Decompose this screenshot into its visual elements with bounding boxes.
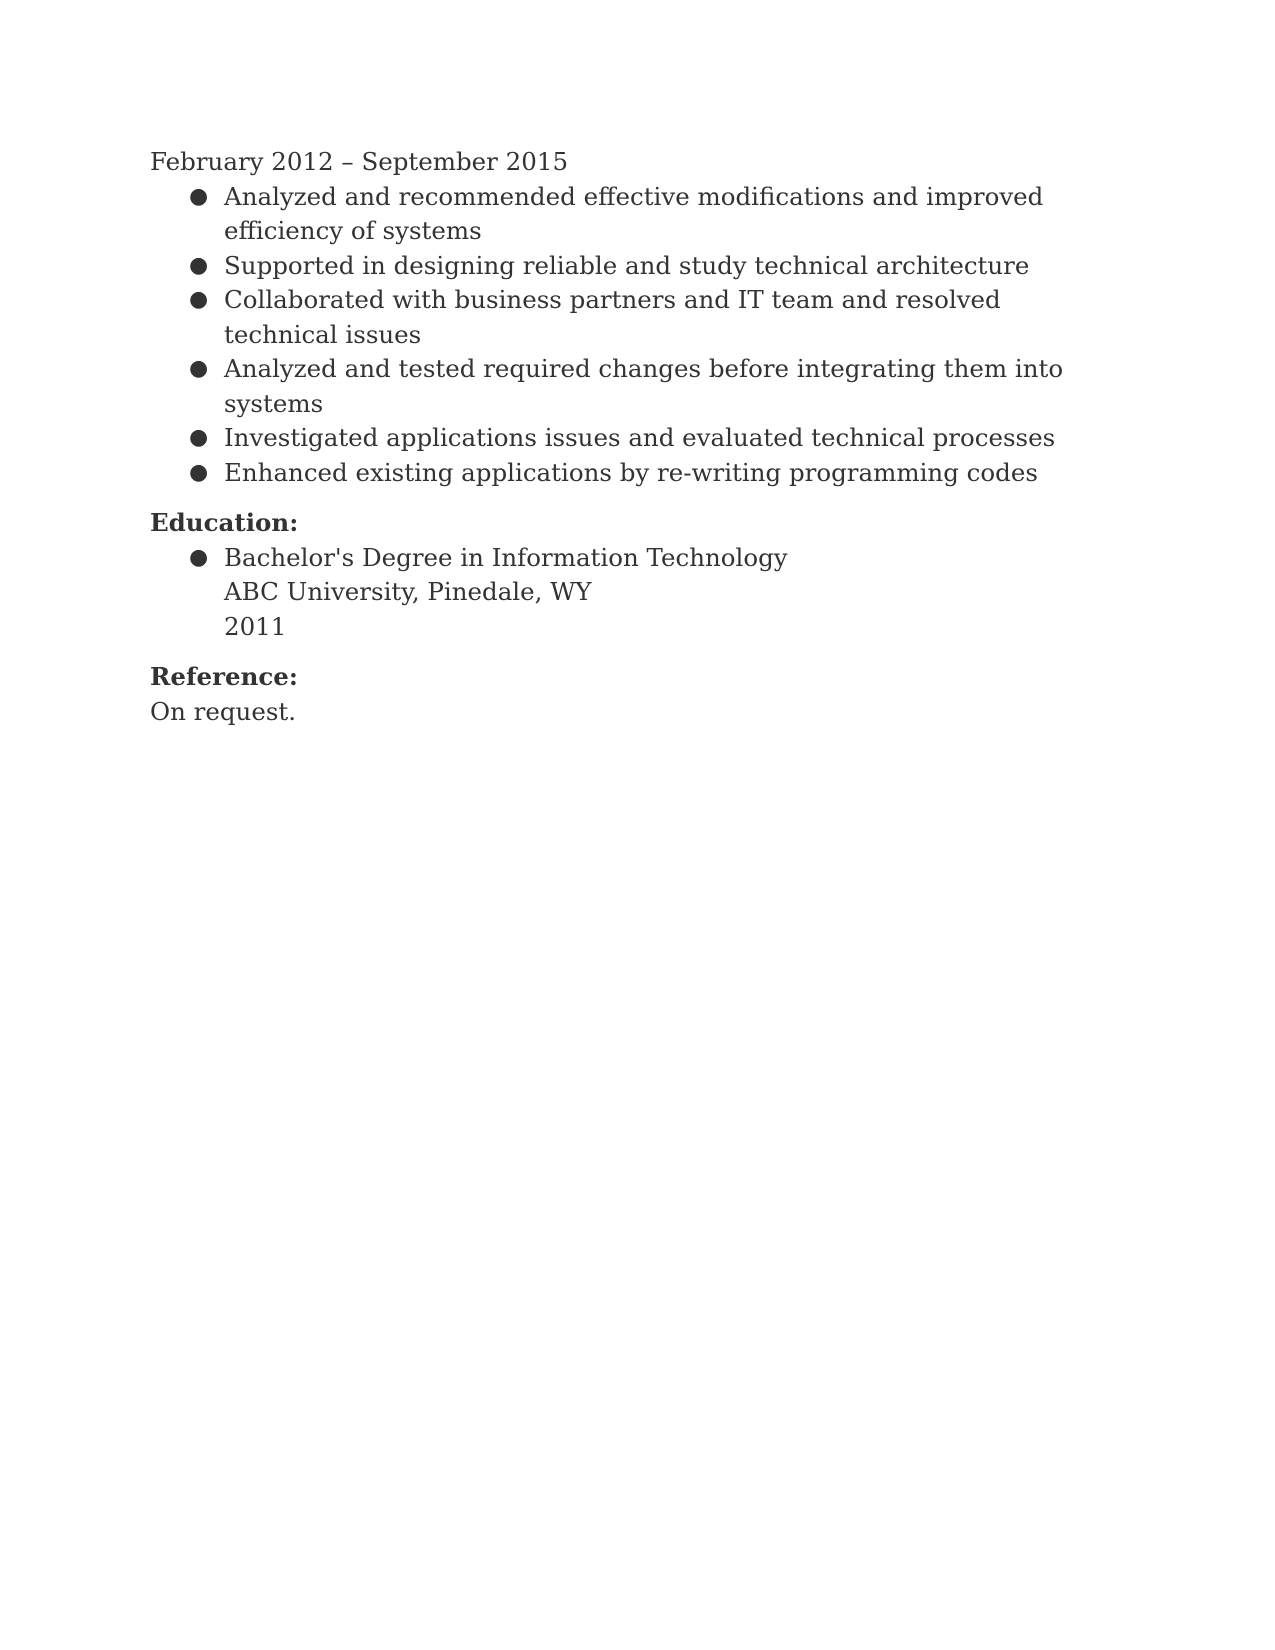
bullet-icon: ●	[189, 252, 209, 278]
bullet-icon: ●	[189, 459, 209, 485]
experience-bullet-text: Supported in designing reliable and study technical architecture	[224, 250, 1030, 280]
experience-bullet-list	[150, 180, 1110, 491]
resume-page	[150, 145, 1110, 729]
education-year: 2011	[224, 611, 287, 641]
experience-bullet-text: Analyzed and recommended effective modifications and improved efficiency of systems	[224, 181, 1044, 245]
list-item	[150, 352, 1110, 421]
experience-date-range: February 2012 – September 2015	[150, 147, 569, 176]
education-heading: Education:	[150, 508, 299, 537]
reference-text: On request.	[150, 696, 297, 726]
list-item	[150, 421, 1110, 456]
experience-bullet-text: Collaborated with business partners and IT team and resolved technical issues	[224, 285, 1001, 349]
bullet-icon: ●	[189, 356, 209, 381]
list-item	[150, 283, 1110, 352]
reference-heading: Reference:	[150, 662, 298, 691]
experience-bullet-text: Analyzed and tested required changes before integrating them into systems	[224, 354, 1064, 418]
bullet-icon: ●	[189, 544, 209, 570]
list-item	[150, 249, 1110, 284]
education-school: ABC University, Pinedale, WY	[224, 577, 592, 606]
education-list	[150, 541, 1110, 645]
bullet-icon: ●	[189, 287, 209, 312]
bullet-icon: ●	[189, 425, 209, 450]
list-item	[150, 456, 1110, 491]
experience-bullet-text: Enhanced existing applications by re-writing programming codes	[224, 457, 1038, 487]
education-degree: Bachelor's Degree in Information Technology	[224, 542, 788, 572]
experience-bullet-text: Investigated applications issues and evaluated technical processes	[224, 423, 1056, 452]
list-item	[150, 541, 1110, 645]
bullet-icon: ●	[189, 183, 209, 209]
list-item	[150, 180, 1110, 249]
